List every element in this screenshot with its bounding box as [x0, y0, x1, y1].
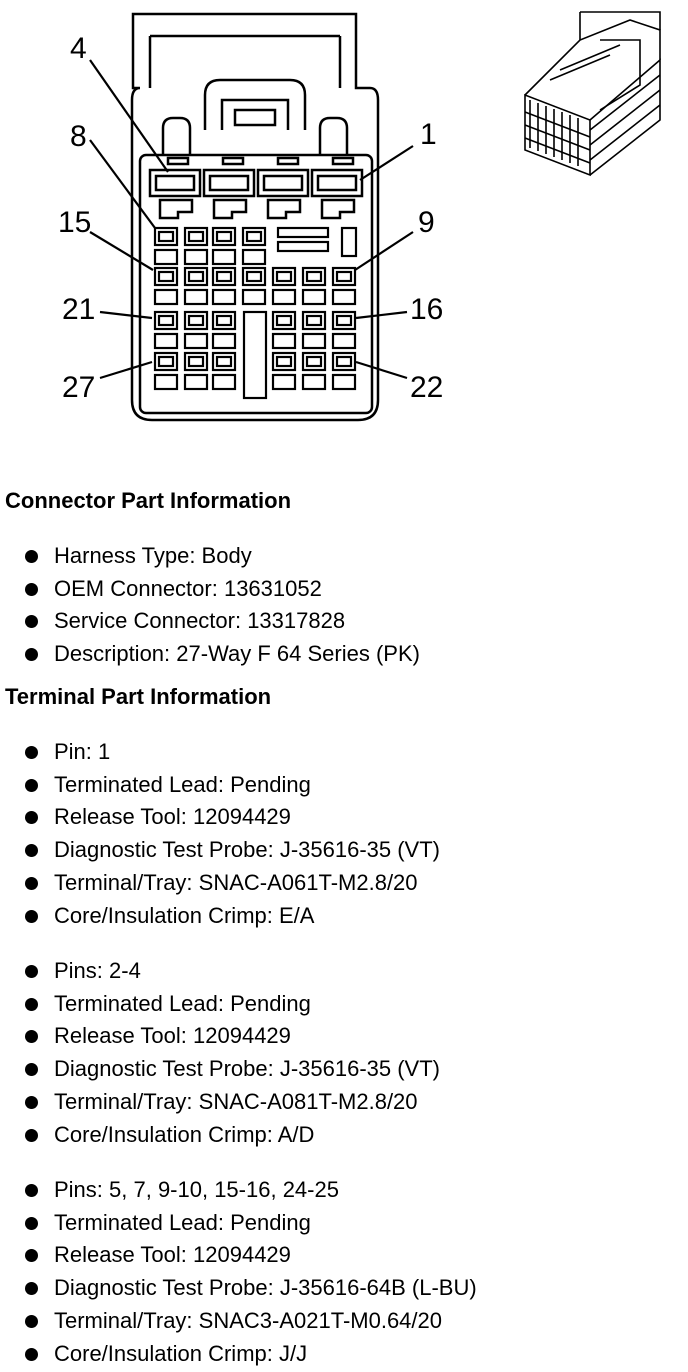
terminal-contact — [277, 316, 291, 325]
list-item: Terminal/Tray: SNAC3-A021T-M0.64/20 — [0, 1305, 477, 1338]
callout-pin-4: 4 — [70, 32, 87, 65]
terminal-contact — [277, 357, 291, 366]
list-item: Core/Insulation Crimp: E/A — [0, 900, 440, 933]
terminal-lock — [273, 334, 295, 348]
terminal-slot — [278, 228, 328, 237]
terminal-group-3 — [0, 1174, 477, 1370]
terminal-lock — [303, 334, 325, 348]
terminal-slot — [342, 228, 356, 256]
terminal-contact — [159, 232, 173, 241]
list-item: Terminated Lead: Pending — [0, 988, 440, 1021]
list-item: Terminal/Tray: SNAC-A081T-M2.8/20 — [0, 1086, 440, 1119]
terminal-lock — [185, 375, 207, 389]
terminal-lock — [155, 334, 177, 348]
terminal-contact — [189, 232, 203, 241]
terminal-group-1 — [0, 736, 440, 932]
terminal-info-title: Terminal Part Information — [5, 684, 272, 709]
terminal-contact — [159, 316, 173, 325]
terminal-contact — [307, 357, 321, 366]
terminal-contact — [217, 232, 231, 241]
connector-info-title: Connector Part Information — [5, 488, 292, 513]
callout-pin-21: 21 — [62, 293, 96, 326]
list-item: Diagnostic Test Probe: J-35616-64B (L-BU) — [0, 1272, 477, 1305]
callout-pin-27: 27 — [62, 371, 96, 404]
terminal-lock — [273, 375, 295, 389]
list-item: Release Tool: 12094429 — [0, 801, 440, 834]
latch — [205, 80, 305, 130]
terminal-lock — [213, 290, 235, 304]
list-item: Core/Insulation Crimp: A/D — [0, 1119, 440, 1152]
list-item: Service Connector: 13317828 — [0, 605, 420, 638]
list-item: OEM Connector: 13631052 — [0, 573, 420, 606]
left-window — [163, 118, 190, 155]
terminal-lock — [333, 290, 355, 304]
callout-pin-9: 9 — [418, 206, 435, 239]
callout-pin-16: 16 — [410, 293, 444, 326]
terminal-lock — [333, 375, 355, 389]
terminal-contact — [277, 272, 291, 281]
center-rib — [244, 312, 266, 398]
callout-pin-8: 8 — [70, 120, 87, 153]
terminal-contact — [247, 232, 261, 241]
terminal-contact — [307, 316, 321, 325]
terminal-lock — [155, 375, 177, 389]
callout-pin-22: 22 — [410, 371, 444, 404]
list-item: Pins: 5, 7, 9-10, 15-16, 24-25 — [0, 1174, 477, 1207]
list-item: Pin: 1 — [0, 736, 440, 769]
connector-diagram — [0, 0, 688, 470]
list-item: Release Tool: 12094429 — [0, 1020, 440, 1053]
terminal-contact — [337, 272, 351, 281]
terminal-contact — [189, 272, 203, 281]
terminal-contact — [247, 272, 261, 281]
terminal-lock — [333, 334, 355, 348]
list-item: Terminal/Tray: SNAC-A061T-M2.8/20 — [0, 867, 440, 900]
list-item: Release Tool: 12094429 — [0, 1239, 477, 1272]
terminal-contact — [337, 316, 351, 325]
list-item: Terminated Lead: Pending — [0, 769, 440, 802]
terminal-lock — [213, 250, 235, 264]
terminal-contact — [189, 316, 203, 325]
callout-pin-1: 1 — [420, 118, 437, 151]
list-item: Terminated Lead: Pending — [0, 1207, 477, 1240]
terminal-slot — [278, 242, 328, 251]
right-window — [320, 118, 347, 155]
terminal-group-2 — [0, 955, 440, 1151]
connector-iso-view — [525, 12, 660, 175]
terminal-lock — [303, 375, 325, 389]
terminal-contact — [189, 357, 203, 366]
terminal-lock — [213, 334, 235, 348]
terminal-lock — [303, 290, 325, 304]
list-item: Diagnostic Test Probe: J-35616-35 (VT) — [0, 1053, 440, 1086]
terminal-lock — [243, 290, 265, 304]
terminal-contact — [159, 357, 173, 366]
terminal-lock — [155, 250, 177, 264]
terminal-lock — [185, 250, 207, 264]
terminal-contact — [307, 272, 321, 281]
terminal-contact — [159, 272, 173, 281]
terminal-lock — [155, 290, 177, 304]
callout-pin-15: 15 — [58, 206, 92, 239]
list-item: Pins: 2-4 — [0, 955, 440, 988]
list-item: Diagnostic Test Probe: J-35616-35 (VT) — [0, 834, 440, 867]
list-item: Description: 27-Way F 64 Series (PK) — [0, 638, 420, 671]
terminal-lock — [273, 290, 295, 304]
list-item: Harness Type: Body — [0, 540, 420, 573]
terminal-lock — [185, 290, 207, 304]
terminal-lock — [243, 250, 265, 264]
terminal-contact — [217, 272, 231, 281]
terminal-lock — [213, 375, 235, 389]
terminal-contact — [217, 357, 231, 366]
terminal-contact — [337, 357, 351, 366]
terminal-lock — [185, 334, 207, 348]
terminal-contact — [217, 316, 231, 325]
connector-info-list — [0, 540, 420, 671]
list-item: Core/Insulation Crimp: J/J — [0, 1338, 477, 1371]
